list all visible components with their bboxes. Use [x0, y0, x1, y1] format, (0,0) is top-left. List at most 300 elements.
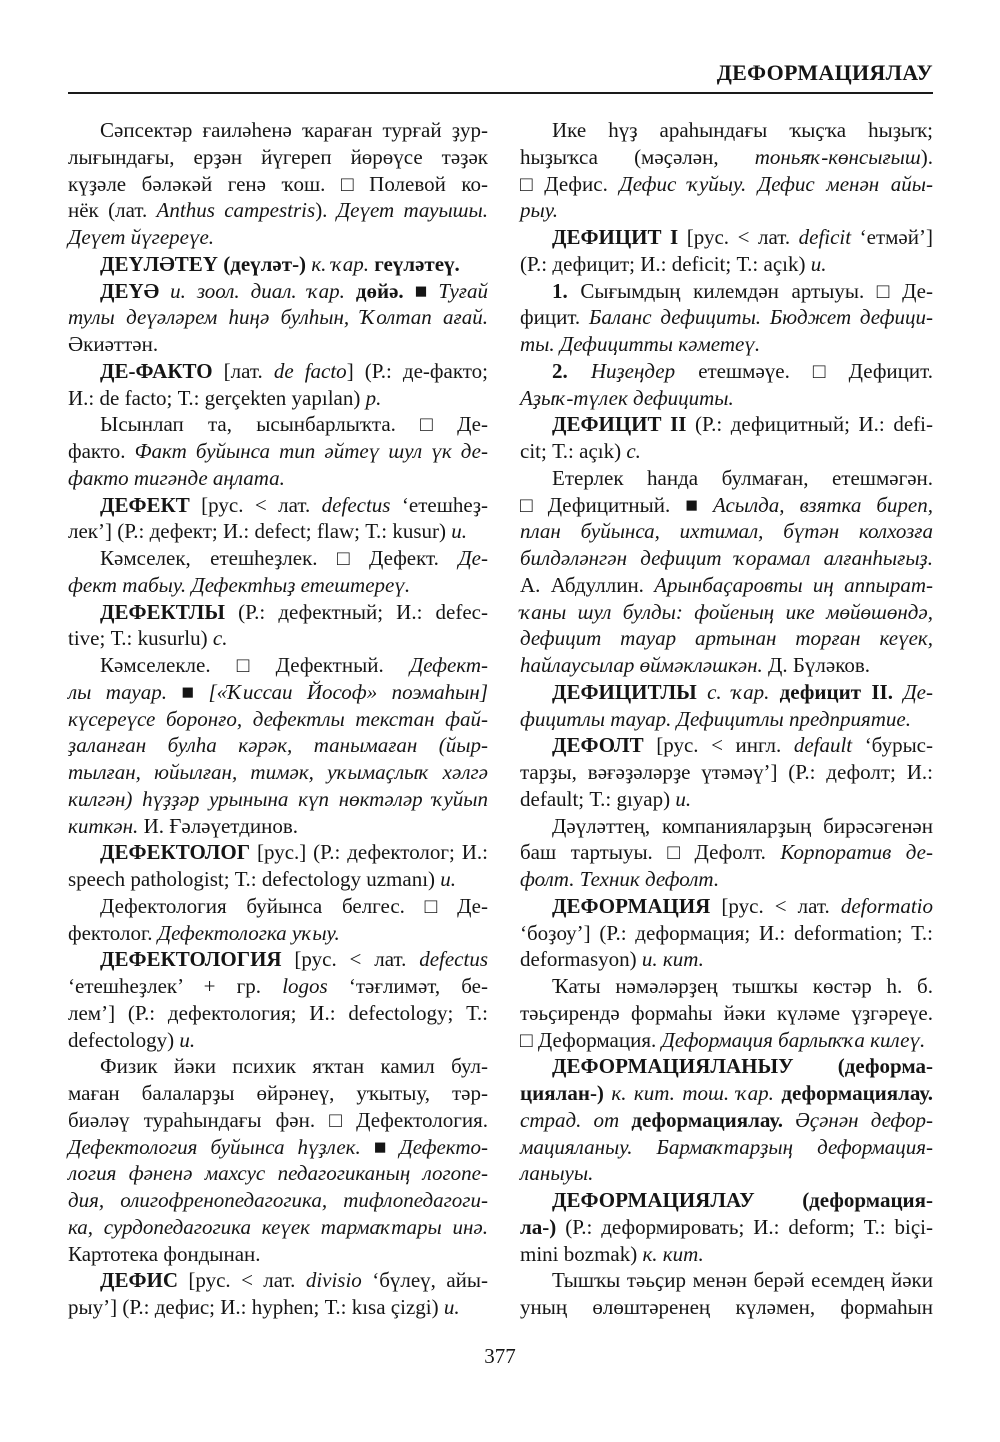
line-content: [552, 813, 933, 840]
text-line: [520, 973, 933, 1000]
text-line: [68, 920, 488, 947]
text-line: [68, 251, 488, 278]
text-line: [68, 759, 488, 786]
text-line: [520, 144, 933, 171]
italic-text: күсереүсе боронғо, дефектлы текстан фай-: [68, 706, 488, 731]
line-content: [68, 1080, 488, 1107]
line-content: [552, 278, 933, 305]
text-line: [520, 545, 933, 572]
line-content: [520, 518, 933, 545]
entry-paragraph: [520, 1267, 933, 1321]
plain-text: [893, 680, 903, 704]
italic-text: страд. от: [520, 1107, 620, 1132]
page-number: 377: [484, 1344, 516, 1368]
italic-text: и.: [440, 867, 457, 891]
italic-text: с. ҡар.: [707, 679, 770, 704]
entry-paragraph: [68, 358, 488, 412]
plain-text: mini bozmak): [520, 1241, 643, 1266]
line-content: [552, 411, 933, 438]
italic-text: Anthus campestris: [156, 198, 316, 223]
text-line: [68, 839, 488, 866]
line-content: [552, 1053, 933, 1080]
plain-text: ).: [315, 198, 337, 223]
text-line: [520, 358, 933, 385]
line-content: [520, 1107, 933, 1134]
line-content: [68, 171, 488, 198]
italic-text: deformatio: [840, 893, 933, 918]
text-line: [68, 358, 488, 385]
line-content: [520, 759, 933, 786]
italic-text: Факт буйынса тип әйтеү шул үк де-: [134, 439, 488, 463]
italic-text: с.: [626, 439, 641, 463]
text-line: [68, 224, 488, 251]
italic-text: [«Ҡиссаи Йософ» поэмаһын]: [208, 679, 488, 704]
italic-text: и.: [451, 519, 467, 544]
text-line: [68, 331, 488, 358]
text-line: [520, 625, 933, 652]
line-content: [520, 1000, 933, 1027]
line-content: [520, 1027, 925, 1054]
italic-text: и. кит.: [641, 947, 704, 972]
line-content: [68, 304, 488, 331]
line-content: [68, 1000, 488, 1027]
line-content: [520, 839, 933, 866]
text-line: [520, 1160, 933, 1187]
italic-text: киткән.: [68, 813, 139, 838]
text-line: [68, 304, 488, 331]
italic-text: фолт. Техник дефолт.: [520, 867, 720, 891]
italic-text: логия фәненә махсус педагогиканың логопе-: [68, 1161, 488, 1186]
italic-text: Дефектология буйынса һүҙлек.: [68, 1134, 361, 1159]
entry-paragraph: [520, 679, 933, 733]
italic-text: и.: [179, 1027, 196, 1052]
line-content: [68, 625, 227, 652]
plain-text: (Р.: дефицит; И.: deficit; Т.: açık): [520, 251, 811, 276]
line-content: [100, 251, 460, 278]
italic-text: deficit: [798, 225, 852, 249]
italic-text: ҡаны шул булды: фойеның ике мөйөшөндә,: [520, 599, 933, 624]
text-line: [520, 1000, 933, 1027]
italic-text: Арынбаҫаровты иң аппырат-: [654, 572, 933, 597]
plain-text: □ Дефицитный. ■: [520, 492, 713, 517]
text-line: [68, 411, 488, 438]
italic-text: Деформация барлыҡҡа килеү.: [661, 1027, 926, 1052]
italic-text: к. кит.: [642, 1241, 704, 1266]
bold-text: ДЕҮЛӘТЕҮ (деүләт-): [100, 251, 307, 276]
text-line: [68, 197, 488, 224]
plain-text: Д. Бүләков.: [762, 653, 871, 677]
text-line: [68, 1134, 488, 1161]
text-line: [520, 385, 933, 412]
italic-text: defectus: [321, 492, 391, 517]
line-content: [520, 304, 933, 331]
text-line: [68, 117, 488, 144]
text-line: [520, 572, 933, 599]
text-line: [520, 839, 933, 866]
plain-text: ).: [920, 144, 933, 169]
text-line: [520, 759, 933, 786]
line-content: [68, 786, 488, 813]
italic-text: факто тигәнде аңлата.: [68, 465, 285, 490]
italic-text: и.: [675, 786, 692, 811]
entry-paragraph: [68, 1267, 488, 1321]
text-line: [68, 706, 488, 733]
italic-text: Корпоратив де-: [780, 840, 933, 865]
plain-text: tive; Т.: kusurlu): [68, 626, 213, 651]
line-content: [68, 572, 410, 599]
plain-text: (Р.: дефицитный; И.: defi-: [686, 412, 933, 437]
bold-text: ДЕФОРМАЦИЯЛАНЫУ (деформа-: [552, 1054, 933, 1079]
line-content: [68, 1294, 460, 1321]
plain-text: [рус. < ингл.: [643, 733, 794, 758]
italic-text: дия, олигофренопедагогика, тифлопедагоги-: [68, 1188, 488, 1212]
plain-text: [619, 1108, 631, 1132]
line-content: [520, 786, 691, 813]
plain-text: deformasyon): [520, 947, 642, 972]
plain-text: лем’] (Р.: дефектология; И.: defectology; Т.:: [68, 1000, 488, 1025]
line-content: [100, 893, 488, 920]
text-line: [520, 492, 933, 519]
italic-text: Де-: [458, 546, 488, 570]
plain-text: ‘бурыс-: [852, 733, 933, 758]
line-content: [520, 625, 933, 652]
plain-text: тәьҫирендә формаһы йәки күләме үҙгәреүе.: [520, 1000, 933, 1025]
text-line: [68, 893, 488, 920]
bold-text: ла-): [520, 1214, 557, 1239]
italic-text: ҙаланған булһа кәрәк, танымаған (йыр-: [68, 733, 488, 758]
text-line: [68, 625, 488, 652]
text-line: [68, 545, 488, 572]
italic-text: лы тауар.: [68, 679, 167, 704]
text-line: [520, 599, 933, 626]
line-content: [520, 251, 826, 278]
line-content: [552, 732, 933, 759]
italic-text: фект табыу. Дефектһыҙ етештереү.: [68, 572, 411, 597]
line-content: [520, 599, 933, 626]
plain-text: defectology): [68, 1027, 180, 1052]
text-line: [520, 920, 933, 947]
italic-text: и. зоол. диал. ҡар.: [170, 278, 345, 303]
text-line: [520, 438, 933, 465]
text-line: [520, 1080, 933, 1107]
entry-paragraph: [68, 652, 488, 839]
plain-text: cit; Т.: açık): [520, 439, 627, 463]
plain-text: [159, 279, 170, 303]
bold-text: ДЕФОРМАЦИЯЛАУ (деформация-: [552, 1188, 933, 1212]
italic-text: к. кит. тош. ҡар.: [611, 1081, 774, 1105]
text-line: [68, 492, 488, 519]
plain-text: Сығымдың килемдән артыуы. □ Де-: [567, 278, 933, 303]
entry-paragraph: [520, 411, 933, 465]
bold-text: 1.: [552, 278, 568, 303]
italic-text: р.: [365, 385, 382, 410]
italic-text: Дефект-: [409, 653, 488, 677]
line-content: [68, 1134, 488, 1161]
plain-text: default; Т.: gıyap): [520, 786, 676, 811]
plain-text: ‘бүлеү, айы-: [361, 1268, 488, 1293]
plain-text: [рус.] (Р.: дефектолог; И.:: [250, 840, 488, 865]
text-line: [68, 652, 488, 679]
italic-text: билдәләнгән дефицит ҡорамал алғанһығыҙ.: [520, 546, 933, 570]
line-content: [552, 224, 933, 251]
plain-text: [рус. < лат.: [178, 1268, 306, 1293]
line-content: [68, 438, 488, 465]
plain-text: ■: [403, 278, 439, 303]
bold-text: деформациялау.: [781, 1081, 934, 1105]
bold-text: циялан-): [520, 1081, 604, 1105]
text-line: [68, 679, 488, 706]
text-line: [68, 465, 488, 492]
bold-text: дефицит II.: [779, 679, 893, 704]
text-line: [68, 786, 488, 813]
line-content: [520, 706, 911, 733]
plain-text: һыҙыҡса (мәҫәлән,: [520, 144, 755, 169]
italic-text: фицитлы тауар. Дефицитлы предприятие.: [520, 706, 911, 731]
plain-text: [рус. < лат.: [710, 893, 841, 918]
entry-paragraph: [520, 973, 933, 1053]
plain-text: ■: [166, 679, 209, 704]
right-column: [520, 117, 933, 1321]
text-line: [68, 385, 488, 412]
text-line: [520, 1027, 933, 1054]
plain-text: ‘етешһеҙ-: [390, 492, 488, 517]
text-line: [68, 278, 488, 305]
line-content: [68, 973, 488, 1000]
entry-paragraph: [520, 1053, 933, 1187]
line-content: [520, 1294, 933, 1321]
entry-paragraph: [520, 117, 933, 224]
entry-paragraph: [68, 946, 488, 1053]
plain-text: уның өлөштәренең күләмен, формаһын: [520, 1295, 933, 1319]
text-line: [68, 1294, 488, 1321]
line-content: [68, 813, 298, 840]
plain-text: фицит.: [520, 305, 589, 330]
line-content: [520, 438, 641, 465]
bold-text: ДЕФЕКТОЛОГ: [100, 840, 251, 865]
line-content: [68, 144, 488, 171]
italic-text: мацияланыу. Бармаҡтарҙың деформация-: [520, 1134, 933, 1159]
entry-paragraph: [520, 465, 933, 679]
text-line: [520, 278, 933, 305]
italic-text: divisio: [305, 1268, 362, 1293]
text-line: [520, 1187, 933, 1214]
plain-text: Физик йәки психик яҡтан камил бул-: [100, 1054, 488, 1079]
plain-text: ] (Р.: де-факто;: [346, 358, 488, 383]
bold-text: ДЕФОРМАЦИЯ: [552, 893, 711, 918]
plain-text: баш тартыуы. □ Дефолт.: [520, 840, 781, 865]
line-content: [520, 144, 933, 171]
bold-text: ДЕҮӘ: [100, 278, 160, 303]
text-line: [520, 1294, 933, 1321]
text-line: [520, 117, 933, 144]
italic-text: килгән) һүҙҙәр урынына күп нөктәләр ҡуйып: [68, 786, 488, 811]
text-line: [520, 518, 933, 545]
line-content: [68, 706, 488, 733]
text-line: [520, 171, 933, 198]
italic-text: и.: [810, 251, 827, 276]
line-content: [68, 1187, 488, 1214]
italic-text: Дефис ҡуйыу. Дефис менән айы-: [619, 171, 933, 196]
entry-paragraph: [68, 839, 488, 893]
text-line: [68, 1214, 488, 1241]
italic-text: ланыуы.: [520, 1161, 594, 1186]
bold-text: ДЕФОЛТ: [552, 733, 644, 758]
entry-paragraph: [520, 893, 933, 973]
line-content: [100, 599, 488, 626]
text-line: [520, 1267, 933, 1294]
italic-text: тулы деүәләрем һиңә булһын, Ҡолтап ағай.: [68, 305, 488, 330]
line-content: [68, 331, 158, 358]
plain-text: нёк (лат.: [68, 198, 157, 223]
line-content: [68, 759, 488, 786]
italic-text: ты. Дефицитты кәметеү.: [520, 332, 761, 356]
bold-text: ДЕФЕКТЛЫ: [100, 599, 225, 624]
plain-text: [рус. < лат.: [678, 225, 799, 249]
plain-text: [568, 359, 591, 383]
italic-text: и.: [443, 1295, 460, 1319]
italic-text: Дефекто-: [399, 1134, 488, 1159]
line-content: [100, 358, 488, 385]
italic-text: Аҙыҡ-түлек дефициты.: [520, 385, 734, 410]
text-line: [68, 813, 488, 840]
line-content: [68, 1241, 261, 1268]
text-line: [520, 732, 933, 759]
plain-text: Кәмселекле. □ Дефектный.: [100, 653, 410, 677]
italic-text: defectus: [419, 947, 488, 972]
line-content: [68, 197, 488, 224]
plain-text: лығындағы, ерҙән йүгереп йөрөүсе тәҙәк: [68, 144, 488, 169]
line-content: [68, 1214, 488, 1241]
italic-text: default: [793, 733, 853, 758]
plain-text: ‘тәғлимәт, бе-: [327, 974, 488, 998]
plain-text: [769, 680, 779, 704]
plain-text: И.: de facto; Т.: gerçekten yapılan): [68, 385, 366, 410]
plain-text: факто.: [68, 439, 135, 463]
text-line: [68, 144, 488, 171]
line-content: [68, 224, 214, 251]
line-content: [552, 465, 933, 492]
plain-text: етешмәүе. □ Дефицит.: [675, 358, 933, 383]
bold-text: 2.: [552, 358, 568, 383]
line-content: [552, 679, 933, 706]
plain-text: [рус. < лат.: [281, 947, 420, 972]
plain-text: И. Ғәләүетдинов.: [138, 813, 299, 838]
plain-text: Сәпсектәр ғаиләһенә ҡараған турғай ҙур-: [100, 118, 488, 142]
plain-text: (Р.: деформировать; И.: deform; Т.: biçi-: [556, 1214, 933, 1239]
line-content: [520, 1241, 704, 1268]
plain-text: Дәүләттең, компанияларҙың бирәсәгенән: [552, 813, 933, 838]
line-content: [520, 1160, 593, 1187]
plain-text: Тышҡы тәьҫир менән берәй есемдең йәки: [552, 1268, 933, 1293]
text-line: [520, 1107, 933, 1134]
line-content: [68, 385, 381, 412]
italic-text: Баланс дефициты. Бюджет дефици-: [588, 305, 934, 330]
plain-text: Дефектология буйынса белгес. □ Де-: [100, 893, 488, 918]
line-content: [520, 946, 704, 973]
italic-text: Туғай: [438, 278, 489, 303]
line-content: [100, 278, 488, 305]
text-line: [520, 1134, 933, 1161]
plain-text: Әкиәттән.: [68, 332, 159, 356]
plain-text: □ Деформация.: [520, 1027, 662, 1052]
text-line: [520, 224, 933, 251]
plain-text: күҙәле бәләкәй генә ҡош. □ Полевой ко-: [68, 171, 488, 196]
bold-text: ДЕФЕКТ: [100, 492, 190, 517]
text-line: [68, 1080, 488, 1107]
text-line: [520, 946, 933, 973]
text-line: [520, 786, 933, 813]
text-line: [68, 1000, 488, 1027]
plain-text: маған балаларҙы өйрәнеү, уҡытыу, тәр-: [68, 1081, 488, 1105]
entry-paragraph: [520, 813, 933, 893]
entry-paragraph: [68, 1053, 488, 1267]
text-line: [68, 866, 488, 893]
plain-text: ‘етмәй’]: [851, 225, 933, 249]
bold-text: ДЕФИС: [100, 1268, 178, 1293]
bold-text: деформациялау.: [631, 1107, 784, 1132]
italic-text: Де-: [903, 679, 933, 704]
text-line: [520, 1214, 933, 1241]
plain-text: ■: [360, 1134, 400, 1159]
line-content: [520, 171, 933, 198]
text-line: [68, 1241, 488, 1268]
bold-text: ДЕФЕКТОЛОГИЯ: [100, 947, 282, 972]
line-content: [552, 117, 933, 144]
italic-text: план буйынса, ихтимал, бүтән колхозға: [520, 519, 933, 544]
italic-text: к. ҡар.: [311, 251, 369, 276]
entry-paragraph: [520, 358, 933, 412]
line-content: [68, 1160, 488, 1187]
entry-paragraph: [68, 278, 488, 358]
line-content: [520, 866, 719, 893]
italic-text: тоньяҡ-көнсығыш: [754, 144, 921, 169]
plain-text: Ике һүҙ араһындағы ҡыҫҡа һыҙыҡ;: [552, 118, 933, 142]
plain-text: рыу’] (Р.: дефис; И.: hyphen; Т.: kısa çizgi): [68, 1295, 444, 1319]
plain-text: ‘боҙоу’] (Р.: деформация; И.: deformation; Т.:: [520, 920, 933, 945]
entry-paragraph: [68, 251, 488, 278]
italic-text: с.: [212, 626, 228, 651]
plain-text: лек’] (Р.: дефект; И.: defect; flaw; Т.: kusur): [68, 519, 452, 544]
plain-text: Ҡаты нәмәләрҙең тышҡы көстәр һ. б.: [552, 974, 933, 998]
text-line: [520, 465, 933, 492]
line-content: [520, 545, 933, 572]
plain-text: тарҙы, вәғәҙәләрҙе үтәмәү’] (Р.: дефолт; И.:: [520, 760, 933, 784]
bold-text: геүләтеү.: [374, 251, 460, 276]
line-content: [100, 652, 488, 679]
line-content: [68, 1107, 488, 1134]
text-line: [520, 331, 933, 358]
italic-text: logos: [282, 974, 328, 998]
plain-text: биәләү тураһындағы фән. □ Дефектология.: [68, 1107, 488, 1132]
bold-text: дөйә.: [355, 278, 404, 303]
text-line: [68, 518, 488, 545]
plain-text: Кәмселек, етешһеҙлек. □ Дефект.: [100, 546, 459, 570]
text-line: [68, 1053, 488, 1080]
line-content: [68, 732, 488, 759]
text-line: [520, 197, 933, 224]
text-line: [68, 438, 488, 465]
text-line: [520, 411, 933, 438]
plain-text: Ысынлап та, ысынбарлыҡта. □ Де-: [100, 412, 488, 437]
line-content: [100, 545, 488, 572]
line-content: [552, 893, 933, 920]
entry-paragraph: [68, 492, 488, 546]
entry-paragraph: [68, 599, 488, 653]
text-line: [68, 1267, 488, 1294]
text-line: [520, 813, 933, 840]
text-line: [68, 1107, 488, 1134]
italic-text: тылған, юйылған, тимәк, уҡымаҫлыҡ хәлгә: [68, 760, 488, 784]
